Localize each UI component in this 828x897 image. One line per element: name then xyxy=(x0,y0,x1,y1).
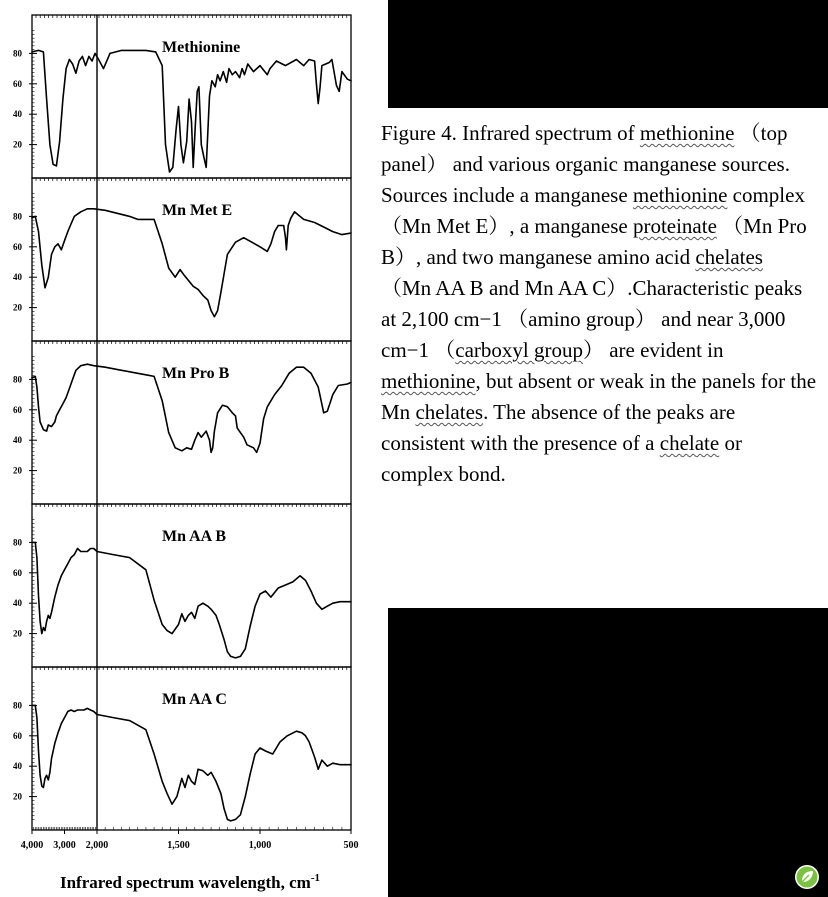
panel-label: Mn Met E xyxy=(162,202,233,219)
caption-text: ） are evident in xyxy=(582,338,724,362)
spectrum-line xyxy=(32,705,351,821)
panel-label: Mn AA C xyxy=(162,691,227,708)
caption-term: methionine xyxy=(632,183,728,207)
y-tick-label: 40 xyxy=(13,435,22,446)
caption-term: chelates xyxy=(415,400,484,424)
caption-text: （top panel） and various organic manganese sources. Sources include a manganese xyxy=(381,121,790,207)
x-axis-label xyxy=(60,872,320,892)
x-tick-label: 4,000 xyxy=(20,840,44,851)
black-block-bottom xyxy=(388,608,828,897)
caption-term: chelates xyxy=(695,245,763,269)
y-tick-label: 60 xyxy=(13,78,22,89)
spectrum-panel xyxy=(13,667,351,830)
spectrum-line xyxy=(32,209,351,317)
y-tick-label: 20 xyxy=(13,139,22,150)
y-tick-label: 80 xyxy=(13,700,22,711)
y-tick-label: 40 xyxy=(13,598,22,609)
spectrum-panel xyxy=(13,504,351,667)
x-tick-label: 500 xyxy=(343,840,359,851)
y-tick-label: 60 xyxy=(13,567,22,578)
spectrum-line xyxy=(32,542,351,658)
spectrum-line xyxy=(32,50,351,172)
spectrum-panel xyxy=(13,178,351,341)
leaf-logo-icon xyxy=(794,864,820,890)
caption-term: methionine xyxy=(381,369,476,393)
y-tick-label: 20 xyxy=(13,465,22,476)
spectrum-panel xyxy=(13,15,351,178)
y-tick-label: 80 xyxy=(13,374,22,385)
y-tick-label: 60 xyxy=(13,404,22,415)
x-tick-label: 1,000 xyxy=(248,840,272,851)
x-tick-label: 3,000 xyxy=(53,840,76,851)
figure-caption xyxy=(381,118,817,490)
black-block-top xyxy=(388,0,828,108)
panels-layer xyxy=(13,15,351,830)
y-tick-label: 80 xyxy=(13,48,22,59)
panel-label: Mn Pro B xyxy=(162,365,230,382)
caption-text: （Mn Pro B）, and two manganese amino acid xyxy=(381,214,807,269)
y-tick-label: 20 xyxy=(13,628,22,639)
x-tick-label: 2,000 xyxy=(85,840,109,851)
ir-spectrum-chart xyxy=(0,0,390,897)
caption-text: Figure 4. Infrared spectrum of xyxy=(381,121,640,145)
y-tick-label: 60 xyxy=(13,241,22,252)
caption-text: complex （Mn Met E）, a manganese xyxy=(381,183,805,238)
y-tick-label: 20 xyxy=(13,791,22,802)
y-tick-label: 40 xyxy=(13,761,22,772)
panel-label: Mn AA B xyxy=(162,528,227,545)
x-axis-label-superscript: -1 xyxy=(310,872,321,884)
y-tick-label: 60 xyxy=(13,730,22,741)
y-tick-label: 40 xyxy=(13,109,22,120)
caption-text: （Mn AA B and Mn AA C）.Characteristic peaks at 2,100 cm−1 （amino group） and near 3,000 cm−1 （ xyxy=(381,276,803,362)
y-tick-label: 20 xyxy=(13,302,22,313)
panel-label: Methionine xyxy=(162,39,241,56)
y-tick-label: 40 xyxy=(13,272,22,283)
caption-term: proteinate xyxy=(632,214,717,238)
caption-term: carboxyl group xyxy=(455,338,583,362)
y-tick-label: 80 xyxy=(13,211,22,222)
x-tick-label: 1,500 xyxy=(167,840,190,851)
caption-text: or complex bond. xyxy=(381,431,742,486)
caption-term: chelate xyxy=(659,431,720,455)
caption-text: , but absent or weak in the panels for the Mn xyxy=(381,369,817,424)
spectrum-panel xyxy=(13,341,351,504)
caption-term: methionine xyxy=(639,121,735,145)
y-tick-label: 80 xyxy=(13,537,22,548)
caption-text: . The absence of the peaks are consistent with the presence of a xyxy=(381,400,736,455)
x-axis-label-main: Infrared spectrum wavelength, cm xyxy=(59,873,311,892)
